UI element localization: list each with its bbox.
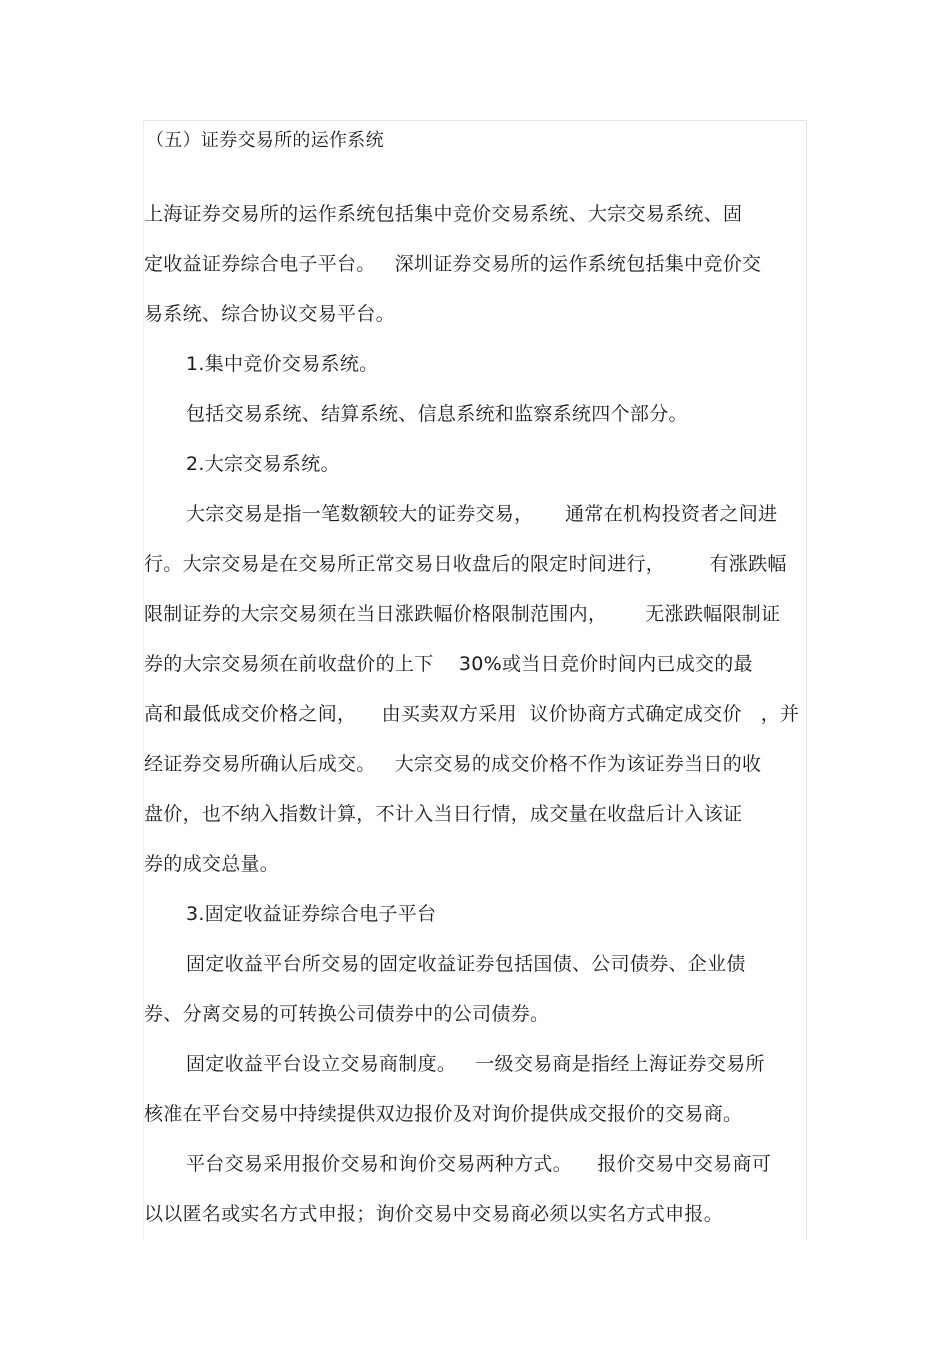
paragraph-line: 固定收益平台设立交易商制度。 一级交易商是指经上海证券交易所 [186, 1053, 765, 1075]
paragraph-line: 2.大宗交易系统。 [186, 453, 340, 475]
paragraph-line: 盘价，也不纳入指数计算，不计入当日行情，成交量在收盘后计入该证 [144, 803, 743, 825]
paragraph-line: 包括交易系统、结算系统、信息系统和监察系统四个部分。 [186, 403, 688, 425]
paragraph-line: 经证券交易所确认后成交。 大宗交易的成交价格不作为该证券当日的收 [144, 753, 762, 775]
section-heading: （五）证券交易所的运作系统 [146, 130, 384, 151]
paragraph-line: 定收益证券综合电子平台。 深圳证券交易所的运作系统包括集中竞价交 [144, 253, 762, 275]
paragraph-line: 1.集中竞价交易系统。 [186, 353, 379, 375]
paragraph-line: 券、分离交易的可转换公司债券中的公司债券。 [144, 1003, 550, 1025]
paragraph-line: 核准在平台交易中持续提供双边报价及对询价提供成交报价的交易商。 [144, 1103, 743, 1125]
paragraph-line: 券的大宗交易须在前收盘价的上下 30%或当日竞价时间内已成交的最 [144, 653, 753, 675]
paragraph-line: 大宗交易是指一笔数额较大的证券交易， 通常在机构投资者之间进 [186, 503, 778, 525]
paragraph-line: 易系统、综合协议交易平台。 [144, 303, 395, 325]
paragraph-line: 限制证券的大宗交易须在当日涨跌幅价格限制范围内， 无涨跌幅限制证 [144, 603, 781, 625]
paragraph-line: 3.固定收益证券综合电子平台 [186, 903, 437, 925]
paragraph-line: 以以匿名或实名方式申报；询价交易中交易商必须以实名方式申报。 [144, 1203, 724, 1225]
paragraph-line: 高和最低成交价格之间， 由买卖双方采用 议价协商方式确定成交价 ，并 [144, 703, 800, 725]
paragraph-line: 券的成交总量。 [144, 853, 280, 875]
paragraph-line: 上海证券交易所的运作系统包括集中竞价交易系统、大宗交易系统、固 [144, 203, 743, 225]
paragraph-line: 固定收益平台所交易的固定收益证券包括国债、公司债券、企业债 [186, 953, 746, 975]
paragraph-line: 行。大宗交易是在交易所正常交易日收盘后的限定时间进行， 有涨跌幅 [144, 553, 787, 575]
paragraph-line: 平台交易采用报价交易和询价交易两种方式。 报价交易中交易商可 [186, 1153, 772, 1175]
